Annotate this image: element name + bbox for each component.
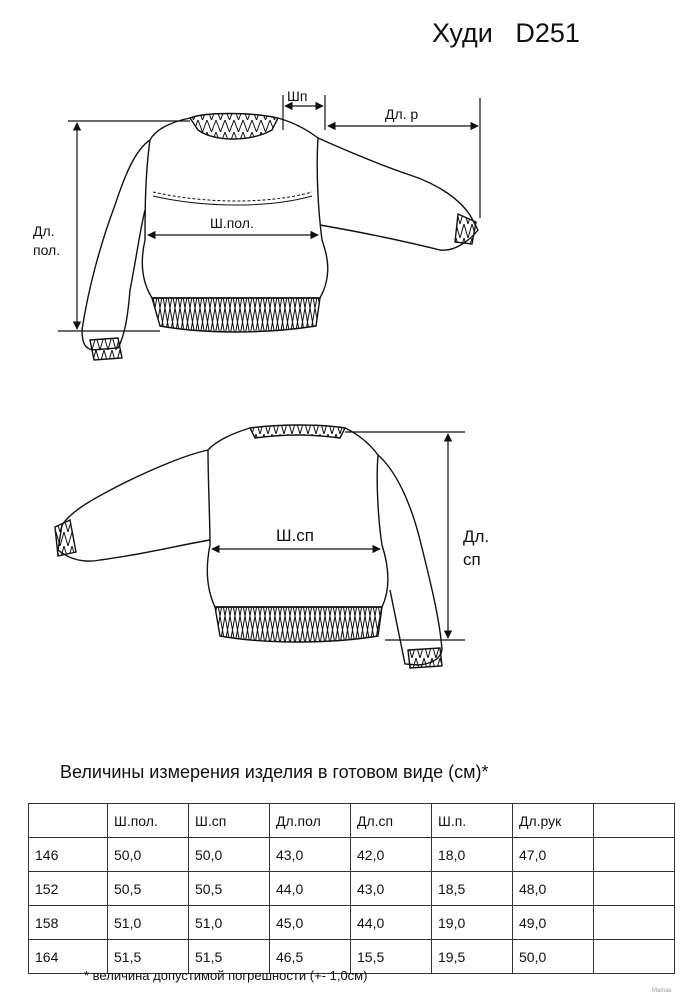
table-cell: 164: [29, 940, 108, 974]
label-dl-sp-line1: Дл.: [463, 527, 490, 546]
table-cell: 19,0: [432, 906, 513, 940]
table-cell: 48,0: [513, 872, 594, 906]
table-header-row: [29, 804, 675, 838]
label-shp: Шп: [287, 88, 308, 104]
table-caption: Величины измерения изделия в готовом виде (см)*: [60, 762, 489, 782]
table-header-cell: Дл.сп: [351, 804, 432, 838]
table-cell: 46,5: [270, 940, 351, 974]
page-title: Худи D251: [432, 18, 580, 48]
table-cell: 146: [29, 838, 108, 872]
table-cell: 44,0: [270, 872, 351, 906]
back-neck-rib: [250, 425, 345, 438]
label-sh-sp: Ш.сп: [276, 526, 315, 545]
back-left-cuff: [55, 520, 76, 556]
table-cell: 50,0: [513, 940, 594, 974]
table-cell: 51,0: [189, 906, 270, 940]
label-dl-r: Дл. р: [385, 106, 419, 122]
table-row: [29, 872, 675, 906]
table-cell: 45,0: [270, 906, 351, 940]
label-dl-pol-line2: пол.: [33, 242, 61, 258]
front-right-cuff: [455, 214, 476, 244]
front-waist-rib: [152, 298, 320, 332]
table-cell: 18,0: [432, 838, 513, 872]
label-dl-pol-line1: Дл.: [33, 223, 55, 239]
table-cell: 15,5: [351, 940, 432, 974]
table-cell: 47,0: [513, 838, 594, 872]
table-cell: 19,5: [432, 940, 513, 974]
table-header-cell: Ш.сп: [189, 804, 270, 838]
front-view: [82, 114, 478, 361]
front-left-cuff: [90, 338, 122, 360]
table-cell: [594, 838, 675, 872]
table-header-cell: Дл.пол: [270, 804, 351, 838]
table-cell: 50,0: [189, 838, 270, 872]
table-cell: 152: [29, 872, 108, 906]
table-cell: [594, 872, 675, 906]
table-row: [29, 906, 675, 940]
back-view: [55, 425, 442, 668]
back-right-cuff: [408, 648, 442, 668]
table-cell: 50,5: [108, 872, 189, 906]
table-header-cell: Ш.п.: [432, 804, 513, 838]
table-cell: 44,0: [351, 906, 432, 940]
front-left-sleeve: [82, 140, 150, 350]
footnote: * величина допустимой погрешности (+- 1,0см): [84, 968, 368, 983]
table-cell: 50,0: [108, 838, 189, 872]
table-cell: 51,5: [108, 940, 189, 974]
front-body: [142, 118, 327, 298]
back-body: [207, 428, 388, 607]
back-waist-rib: [215, 607, 382, 642]
table-cell: 51,0: [108, 906, 189, 940]
table-cell: 18,5: [432, 872, 513, 906]
table-cell: 43,0: [270, 838, 351, 872]
front-yoke-seam: [153, 192, 312, 201]
table-cell: 43,0: [351, 872, 432, 906]
table-cell: 42,0: [351, 838, 432, 872]
table-cell: 51,5: [189, 940, 270, 974]
table-header-cell: Дл.рук: [513, 804, 594, 838]
table-header-cell: [29, 804, 108, 838]
table-header-cell: [594, 804, 675, 838]
table-header-cell: Ш.пол.: [108, 804, 189, 838]
table-row: [29, 838, 675, 872]
table-cell: [594, 940, 675, 974]
back-right-sleeve: [378, 455, 442, 665]
table-cell: 50,5: [189, 872, 270, 906]
back-left-sleeve: [58, 450, 210, 561]
front-right-sleeve: [318, 138, 478, 250]
size-table: [28, 803, 675, 974]
table-cell: [594, 906, 675, 940]
front-neck-rib: [190, 114, 278, 140]
label-dl-sp-line2: сп: [463, 550, 481, 569]
table-cell: 158: [29, 906, 108, 940]
table-cell: 49,0: [513, 906, 594, 940]
label-sh-pol: Ш.пол.: [210, 215, 254, 231]
watermark: Mamas: [652, 988, 672, 994]
